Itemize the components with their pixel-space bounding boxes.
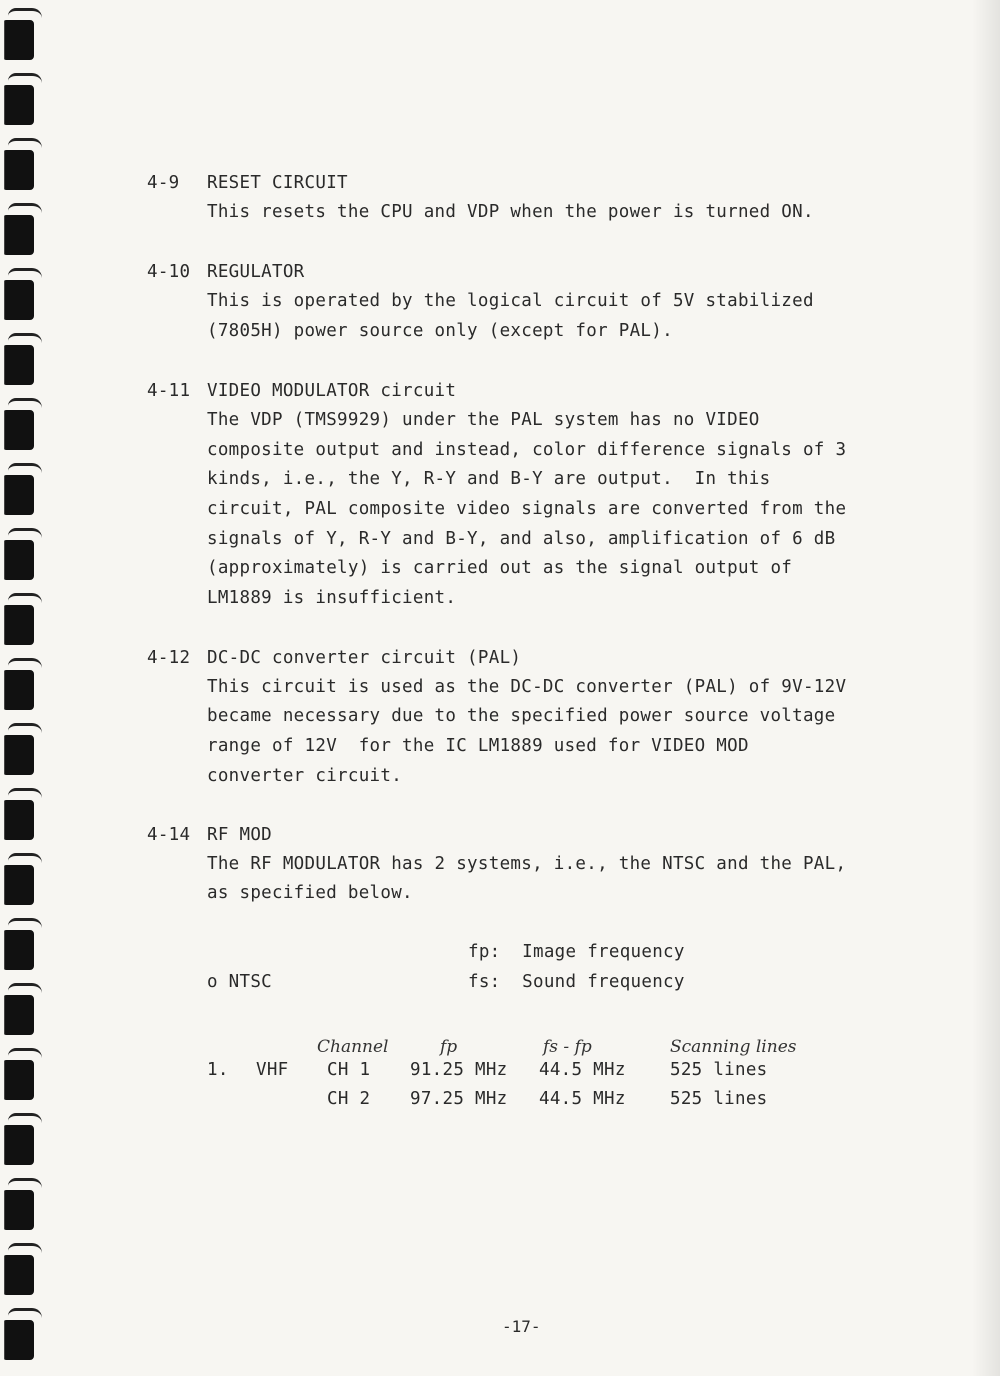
section-number: 4-12 [147,648,191,668]
table-row-band: VHF [256,1060,289,1080]
section-line: This is operated by the logical circuit of 5V stabilized [207,291,814,311]
table-row-index: 1. [207,1060,229,1080]
spiral-binding [0,0,40,1376]
binding-hole [4,735,34,775]
section-line: as specified below. [207,883,413,903]
table-row-channel: CH 1 [327,1060,371,1080]
section-number: 4-10 [147,262,191,282]
section-title: DC-DC converter circuit (PAL) [207,648,522,668]
section-title: RF MOD [207,825,273,845]
binding-hole [4,1320,34,1360]
binding-hole [4,475,34,515]
legend-system: o NTSC [207,972,273,992]
handwritten-header-fp: fp [440,1037,458,1057]
section-title: RESET CIRCUIT [207,173,348,193]
binding-hole [4,280,34,320]
binding-hole [4,1125,34,1165]
handwritten-header-scanning-lines: Scanning lines [670,1037,797,1057]
binding-hole [4,670,34,710]
section-line: (7805H) power source only (except for PAL). [207,321,673,341]
section-line: This resets the CPU and VDP when the power is turned ON. [207,202,814,222]
page-edge-shadow [972,0,1000,1376]
table-row-lines: 525 lines [670,1060,768,1080]
table-row-fs-fp: 44.5 MHz [539,1089,626,1109]
section-line: The RF MODULATOR has 2 systems, i.e., the NTSC and the PAL, [207,854,847,874]
table-row-fp: 91.25 MHz [410,1060,508,1080]
legend-fs: fs: Sound frequency [468,972,685,992]
section-line: kinds, i.e., the Y, R-Y and B-Y are output. In this [207,469,771,489]
binding-hole [4,410,34,450]
binding-hole [4,1190,34,1230]
section-line: circuit, PAL composite video signals are converted from the [207,499,847,519]
binding-hole [4,85,34,125]
section-line: converter circuit. [207,766,403,786]
section-line: LM1889 is insufficient. [207,588,457,608]
binding-hole [4,930,34,970]
binding-hole [4,215,34,255]
binding-hole [4,345,34,385]
page-number: -17- [502,1317,541,1336]
section-number: 4-9 [147,173,180,193]
binding-hole [4,150,34,190]
binding-hole [4,995,34,1035]
table-row-fs-fp: 44.5 MHz [539,1060,626,1080]
handwritten-header-fs-fp: fs - fp [543,1037,592,1057]
table-row-channel: CH 2 [327,1089,371,1109]
section-line: became necessary due to the specified power source voltage [207,706,836,726]
section-title: VIDEO MODULATOR circuit [207,381,457,401]
binding-hole [4,800,34,840]
section-line: The VDP (TMS9929) under the PAL system has no VIDEO [207,410,760,430]
section-line: composite output and instead, color difference signals of 3 [207,440,847,460]
section-line: range of 12V for the IC LM1889 used for VIDEO MOD [207,736,749,756]
table-row-fp: 97.25 MHz [410,1089,508,1109]
section-line: (approximately) is carried out as the signal output of [207,558,793,578]
section-number: 4-14 [147,825,191,845]
binding-hole [4,605,34,645]
binding-hole [4,20,34,60]
handwritten-header-channel: Channel [317,1037,389,1057]
section-line: signals of Y, R-Y and B-Y, and also, amplification of 6 dB [207,529,836,549]
section-line: This circuit is used as the DC-DC converter (PAL) of 9V-12V [207,677,847,697]
section-number: 4-11 [147,381,191,401]
binding-hole [4,1060,34,1100]
section-title: REGULATOR [207,262,305,282]
binding-hole [4,1255,34,1295]
binding-hole [4,540,34,580]
legend-fp: fp: Image frequency [468,942,685,962]
binding-hole [4,865,34,905]
table-row-lines: 525 lines [670,1089,768,1109]
